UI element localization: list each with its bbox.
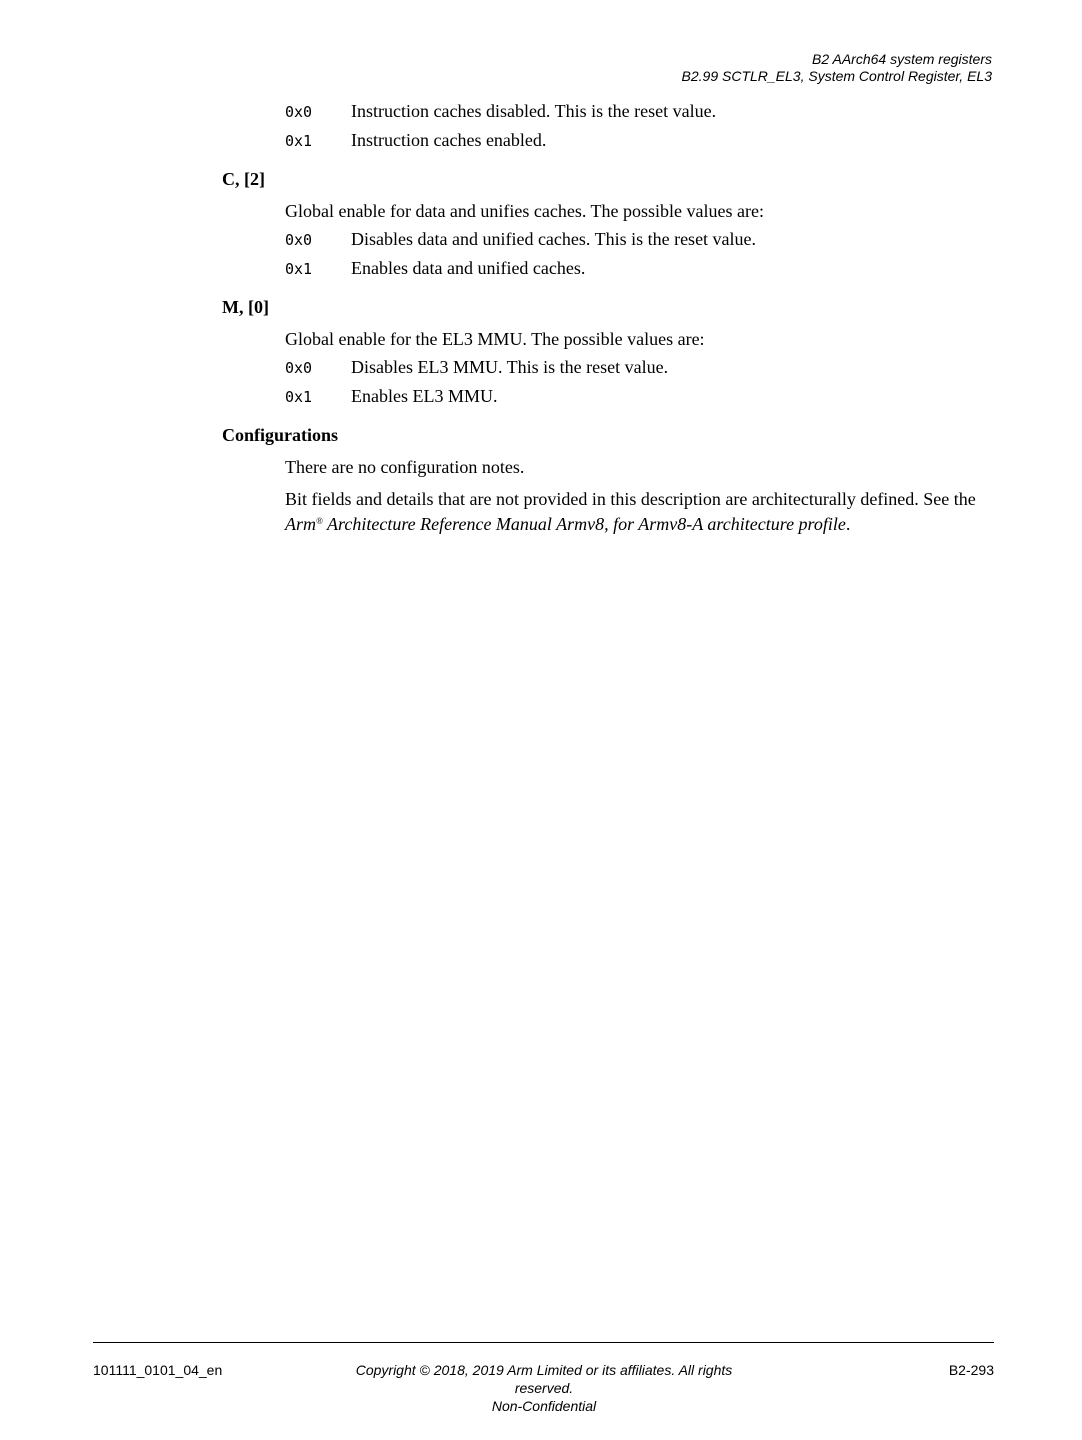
page-content: [222, 100, 997, 535]
reference-period: .: [845, 514, 851, 534]
value-row: [285, 257, 997, 280]
document-id: 101111_0101_04_en: [93, 1362, 223, 1378]
configurations-section: [222, 424, 997, 535]
registered-mark: ®: [316, 516, 323, 526]
value-code: 0x1: [285, 260, 313, 278]
header-chapter: B2 AArch64 system registers: [812, 51, 992, 67]
configuration-details: [285, 488, 997, 535]
value-description: Enables data and unified caches.: [351, 258, 586, 278]
value-row: [285, 356, 997, 379]
configuration-note: There are no configuration notes.: [285, 457, 525, 477]
field-description: Global enable for data and unifies caches. The possible values are:: [285, 201, 764, 221]
header-section: B2.99 SCTLR_EL3, System Control Register, EL3: [681, 68, 992, 84]
value-row: [285, 385, 997, 408]
confidentiality-label: Non-Confidential: [491, 1398, 597, 1414]
value-description: Disables data and unified caches. This is the reset value.: [351, 229, 757, 249]
running-header: [682, 51, 992, 85]
footer-divider: [93, 1342, 994, 1343]
page-number: B2-293: [948, 1362, 994, 1378]
field-title: M, [0]: [222, 297, 269, 317]
reference-title: Architecture Reference Manual Armv8, for Armv8-A architecture profile: [322, 514, 846, 534]
value-code: 0x0: [285, 231, 313, 249]
value-description: Enables EL3 MMU.: [351, 386, 498, 406]
field-title: C, [2]: [222, 169, 265, 189]
value-code: 0x1: [285, 388, 313, 406]
manual-reference: [285, 514, 846, 534]
copyright-line: Copyright © 2018, 2019 Arm Limited or its affiliates. All rights: [355, 1362, 733, 1378]
value-code: 0x0: [285, 359, 313, 377]
field-description: Global enable for the EL3 MMU. The possible values are:: [285, 329, 705, 349]
details-text: Bit fields and details that are not provided in this description are architecturally defined. See the: [285, 489, 976, 509]
value-row: [285, 228, 997, 251]
copyright-line: reserved.: [514, 1380, 574, 1396]
m-field-section: [222, 296, 997, 408]
value-description: Instruction caches disabled. This is the reset value.: [351, 101, 717, 121]
copyright-notice: [340, 1361, 748, 1415]
value-description: Disables EL3 MMU. This is the reset value.: [351, 357, 669, 377]
value-code: 0x1: [285, 132, 313, 150]
i-field-values: [222, 100, 997, 152]
value-description: Instruction caches enabled.: [351, 130, 547, 150]
section-heading: Configurations: [222, 425, 339, 445]
value-row: [285, 100, 997, 123]
value-row: [285, 129, 997, 152]
c-field-section: [222, 168, 997, 280]
value-code: 0x0: [285, 103, 313, 121]
reference-arm: Arm: [285, 514, 316, 534]
